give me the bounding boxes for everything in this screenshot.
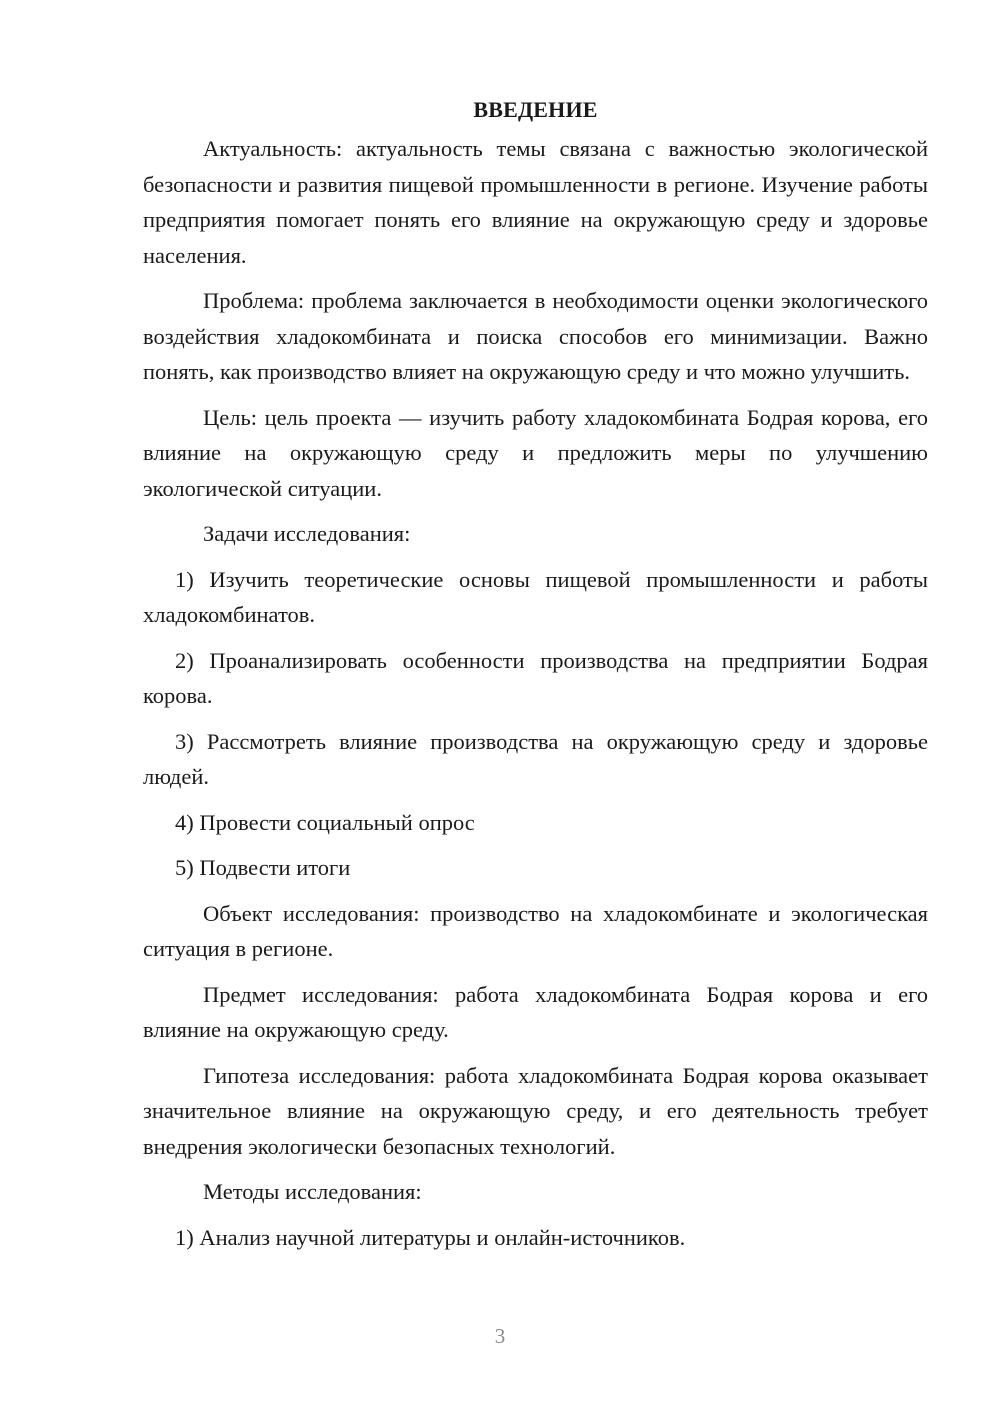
paragraph-subject: Предмет исследования: работа хладокомбината Бодрая корова и его влияние на окружающую среду. bbox=[143, 981, 928, 1042]
page-number: 3 bbox=[494, 1324, 506, 1348]
section-title: ВВЕДЕНИЕ bbox=[473, 97, 598, 122]
paragraph-relevance: Актуальность: актуальность темы связана с важностью экологической безопасности и развития пищевой промышленности в регионе. Изучение работы предприятия помогает понять его влияние на окружающую среду и здоровье населения. bbox=[143, 136, 928, 268]
method-item-1: 1) Анализ научной литературы и онлайн-источников. bbox=[175, 1224, 686, 1250]
task-item-3: 3) Рассмотреть влияние производства на окружающую среду и здоровье людей. bbox=[143, 728, 928, 789]
task-item-2: 2) Проанализировать особенности производства на предприятии Бодрая корова. bbox=[143, 647, 928, 708]
paragraph-tasks-heading: Задачи исследования: bbox=[203, 521, 411, 546]
paragraph-object: Объект исследования: производство на хладокомбинате и экологическая ситуация в регионе. bbox=[143, 900, 928, 961]
page-content bbox=[143, 92, 928, 1265]
paragraph-goal: Цель: цель проекта — изучить работу хладокомбината Бодрая корова, его влияние на окружающую среду и предложить меры по улучшению экологической ситуации. bbox=[143, 404, 928, 501]
task-item-5: 5) Подвести итоги bbox=[175, 855, 351, 880]
task-item-4: 4) Провести социальный опрос bbox=[175, 809, 475, 835]
paragraph-problem: Проблема: проблема заключается в необходимости оценки экологического воздействия хладокомбината и поиска способов его минимизации. Важно понять, как производство влияет на окружающую среду и что можно улучшить. bbox=[143, 288, 928, 384]
paragraph-hypothesis: Гипотеза исследования: работа хладокомбината Бодрая корова оказывает значительное влияние на окружающую среду, и его деятельность требует внедрения экологически безопасных технологий. bbox=[143, 1062, 928, 1159]
task-item-1: 1) Изучить теоретические основы пищевой промышленности и работы хладокомбинатов. bbox=[143, 566, 928, 627]
paragraph-methods-heading: Методы исследования: bbox=[203, 1179, 422, 1204]
